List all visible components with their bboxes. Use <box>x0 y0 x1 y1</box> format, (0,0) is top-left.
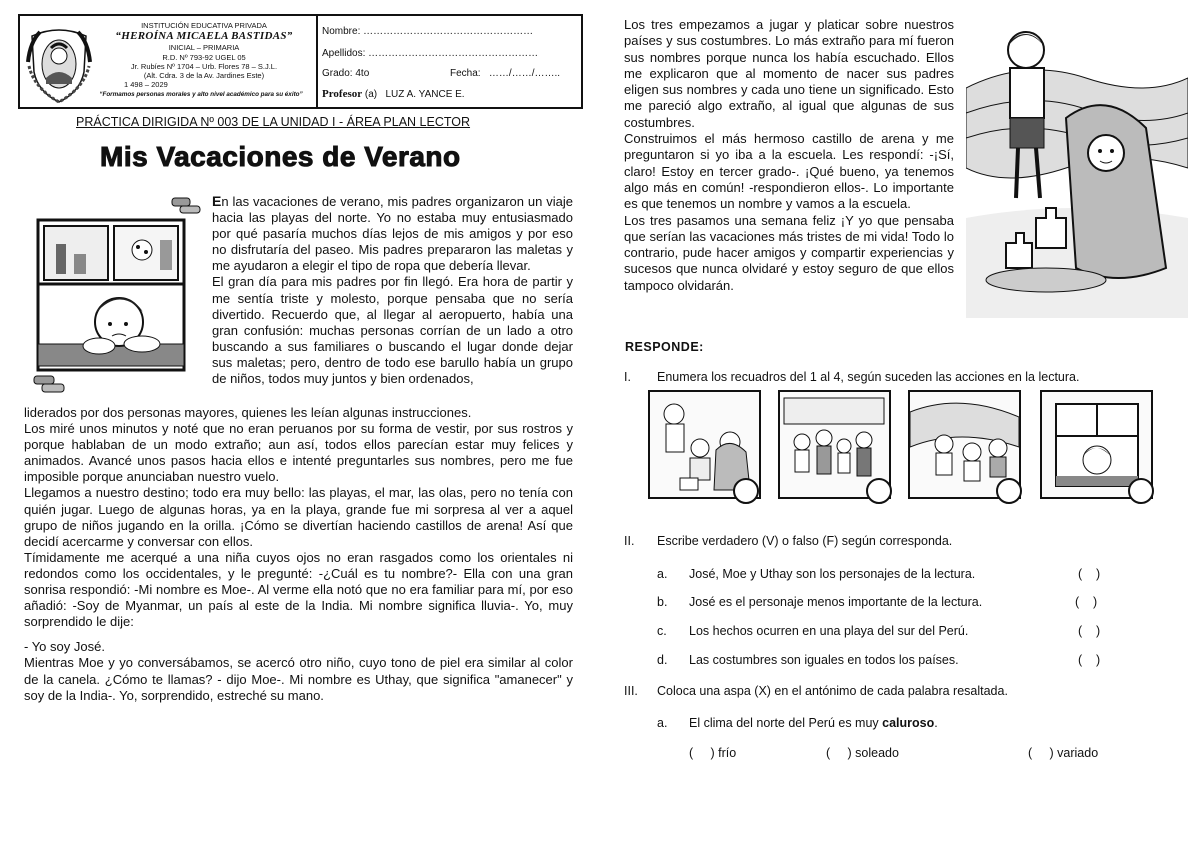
q2-item-answer-box[interactable]: ( ) <box>1078 567 1101 581</box>
q3-item-letter: a. <box>657 716 668 730</box>
apellidos-label: Apellidos: <box>322 48 366 59</box>
question-3-text: Coloca una aspa (X) en el antónimo de cada palabra resaltada. <box>657 684 1008 698</box>
q3-sentence-end: . <box>934 716 938 730</box>
profesor-value: LUZ A. YANCE E. <box>385 89 465 100</box>
header-box <box>18 14 583 109</box>
frame-1-number-circle[interactable] <box>733 478 759 504</box>
story-right-paragraph-2: Construimos el más hermoso castillo de arena y me preguntaron si yo iba a la escuela. Les respondí: -¡Sí, claro! Estoy en tercer grado-. ¡Qué bueno, ya tenemos algo más en común! -respondieron ellos-. Lo importante es que tenemos un nombre y vamos a la escuela. <box>624 131 954 212</box>
grado-row <box>322 68 369 79</box>
profesor-suffix: (a) <box>364 89 378 100</box>
q3-option-frio[interactable]: ( ) frío <box>689 746 737 760</box>
story-paragraph-1: n las vacaciones de verano, mis padres organizaron un viaje hacia las playas del norte. Yo no estaba muy entusiasmado por qué pasaría muchos días lejos de mis amigos y por eso no disfrutaría del paseo. Mis padres prepararon las maletas y me ayudaron a elegir el tipo de ropa que debería llevar. <box>212 194 573 274</box>
sad-boy-window-illustration <box>24 194 204 394</box>
institution-address-2: (Alt. Cdra. 3 de la Av. Jardines Este) <box>143 71 265 81</box>
unit-title: PRÁCTICA DIRIGIDA Nº 003 DE LA UNIDAD I - ÁREA PLAN LECTOR <box>76 115 471 129</box>
q2-item-text: Los hechos ocurren en una playa del sur del Perú. <box>689 624 969 638</box>
grado-label: Grado: <box>322 68 353 79</box>
story-paragraph-2-end: liderados por dos personas mayores, quienes les leían algunas instrucciones. <box>24 405 472 420</box>
q2-item-answer-box[interactable]: ( ) <box>1075 595 1098 609</box>
q2-item-answer-box[interactable]: ( ) <box>1078 653 1101 667</box>
drop-cap: E <box>212 193 222 209</box>
story-intro-text <box>212 193 573 387</box>
grado-value: 4to <box>355 68 370 79</box>
page-title: Mis Vacaciones de Verano <box>100 141 461 172</box>
frame-4-number-circle[interactable] <box>1128 478 1154 504</box>
q3-item-sentence <box>689 716 938 730</box>
institution-rd: R.D. Nº 793-92 UGEL 05 <box>162 52 246 62</box>
school-crest-icon <box>26 22 92 104</box>
q2-item-letter: b. <box>657 595 668 609</box>
q3-option-variado[interactable]: ( ) variado <box>1028 746 1099 760</box>
institution-panel <box>20 16 318 107</box>
q2-item-letter: a. <box>657 567 668 581</box>
q2-item-letter: c. <box>657 624 667 638</box>
question-1-text: Enumera los recuadros del 1 al 4, según suceden las acciones en la lectura. <box>657 370 1080 384</box>
profesor-label: Profesor <box>322 88 363 100</box>
fecha-value: ……/……/…….. <box>488 68 561 79</box>
responde-heading: RESPONDE: <box>625 340 704 354</box>
q3-sentence-text: El clima del norte del Perú es muy <box>689 716 883 730</box>
q2-item-text: José es el personaje menos importante de la lectura. <box>689 595 983 609</box>
q2-item-text: Las costumbres son iguales en todos los países. <box>689 653 959 667</box>
nombre-label: Nombre: <box>322 26 361 37</box>
frame-2-number-circle[interactable] <box>866 478 892 504</box>
institution-years: 1 498 – 2029 <box>124 80 168 90</box>
story-right-paragraph-1: Los tres empezamos a jugar y platicar sobre nuestros países y sus costumbres. Lo más extraño para mí fueron sus nombres porque nunca los había escuchado. Ellos me explicaron que al momento de nacer sus padres eligen sus nombres y cada uno tiene un significado. Esto me pareció algo extraño, al igual que algunas de sus costumbres. <box>624 17 954 130</box>
institution-level: INICIAL – PRIMARIA <box>168 43 240 53</box>
story-paragraph-7: Mientras Moe y yo conversábamos, se acercó otro niño, cuyo tono de piel era similar al color de la canela. ¿Cómo te llamas? - dijo Moe-. Mi nombre es Uthay, que significa "amanecer" y soy de la India-. Yo, sorprendido, estreché su mano. <box>24 655 573 703</box>
fecha-row <box>450 68 560 79</box>
q3-option-soleado[interactable]: ( ) soleado <box>826 746 899 760</box>
institution-motto: “Formamos personas morales y alto nivel académico para su éxito” <box>99 90 303 98</box>
q3-highlighted-word: caluroso <box>882 716 935 730</box>
nombre-row <box>322 26 533 37</box>
question-3-number: III. <box>624 684 638 698</box>
beach-sandcastle-illustration <box>966 18 1188 318</box>
story-paragraph-3: Los miré unos minutos y noté que no eran peruanos por su forma de vestir, por sus rostros y porque hablaban de un modo extraño; aun así, todos ellos parecían estar muy felices y animados. Avancé unos pasos hacia ellos e intenté preguntarles sus nombres, pero me fue imposible porque anunciaban nuestro vuelo. <box>24 421 573 485</box>
apellidos-field: …………………………………………… <box>368 48 539 59</box>
profesor-row <box>322 88 465 100</box>
story-continuation-text <box>624 17 954 294</box>
story-paragraph-2: El gran día para mis padres por fin llegó. Era hora de partir y me sentía triste y molesto, porque pensaba que no sería divertido. Recuerdo que, al llegar al aeropuerto, había una gran confusión: muchas personas corrían de un lado a otro buscando a sus familiares o buscando el lugar donde dejar sus maletas; pero, dentro de todo ese barullo había un grupo de niños, todos muy juntos y bien ordenados, <box>212 274 573 387</box>
story-body-text <box>24 405 573 704</box>
institution-info <box>94 21 314 99</box>
fecha-label: Fecha: <box>450 68 481 79</box>
frame-3-number-circle[interactable] <box>996 478 1022 504</box>
institution-type: INSTITUCIÓN EDUCATIVA PRIVADA <box>141 21 267 30</box>
question-1-number: I. <box>624 370 631 384</box>
institution-address: Jr. Rubíes Nº 1704 – Urb. Flores 78 – S.J.L. <box>130 61 278 71</box>
question-2-text: Escribe verdadero (V) o falso (F) según corresponda. <box>657 534 953 548</box>
q2-item-letter: d. <box>657 653 668 667</box>
story-right-paragraph-3: Los tres pasamos una semana feliz ¡Y yo que pensaba que serían las vacaciones más tristes de mi vida! Todo lo contrario, pude hacer amigos y compartir experiencias y sucesos que nunca olvidaré y estoy seguro de que ellos tampoco olvidarán. <box>624 212 954 293</box>
q2-item-answer-box[interactable]: ( ) <box>1078 624 1101 638</box>
story-paragraph-6: - Yo soy José. <box>24 639 105 655</box>
story-paragraph-5: Tímidamente me acerqué a una niña cuyos ojos no eran rasgados como los orientales ni redondos como los occidentales, y le pregunté: -¿Cuál es tu nombre?- Ella con una gran sonrisa respondió: -Mi nombre es Moe-. Al verme ella notó que no era familiar para mí, por eso añadió: -Soy de Myanmar, un país al este de la India. Mi nombre significa lluvia-. Yo, muy sorprendido le dije: <box>24 549 573 630</box>
q2-item-text: José, Moe y Uthay son los personajes de la lectura. <box>689 567 976 581</box>
story-paragraph-4: Llegamos a nuestro destino; todo era muy bello: las playas, el mar, las olas, pero no tenía con quién jugar. Luego de algunas horas, ya en la playa, grande fue mi sorpresa al ver a aquel grupo de niños jugando en la orilla. ¡Cómo se divertían haciendo castillos de arena! Así que decidí acercarme y conversar con ellos. <box>24 485 573 549</box>
student-info-panel <box>318 16 581 107</box>
nombre-field: …………………………………………… <box>363 26 534 37</box>
question-2-number: II. <box>624 534 635 548</box>
apellidos-row <box>322 48 538 59</box>
institution-name: “HEROÍNA MICAELA BASTIDAS” <box>115 30 293 43</box>
